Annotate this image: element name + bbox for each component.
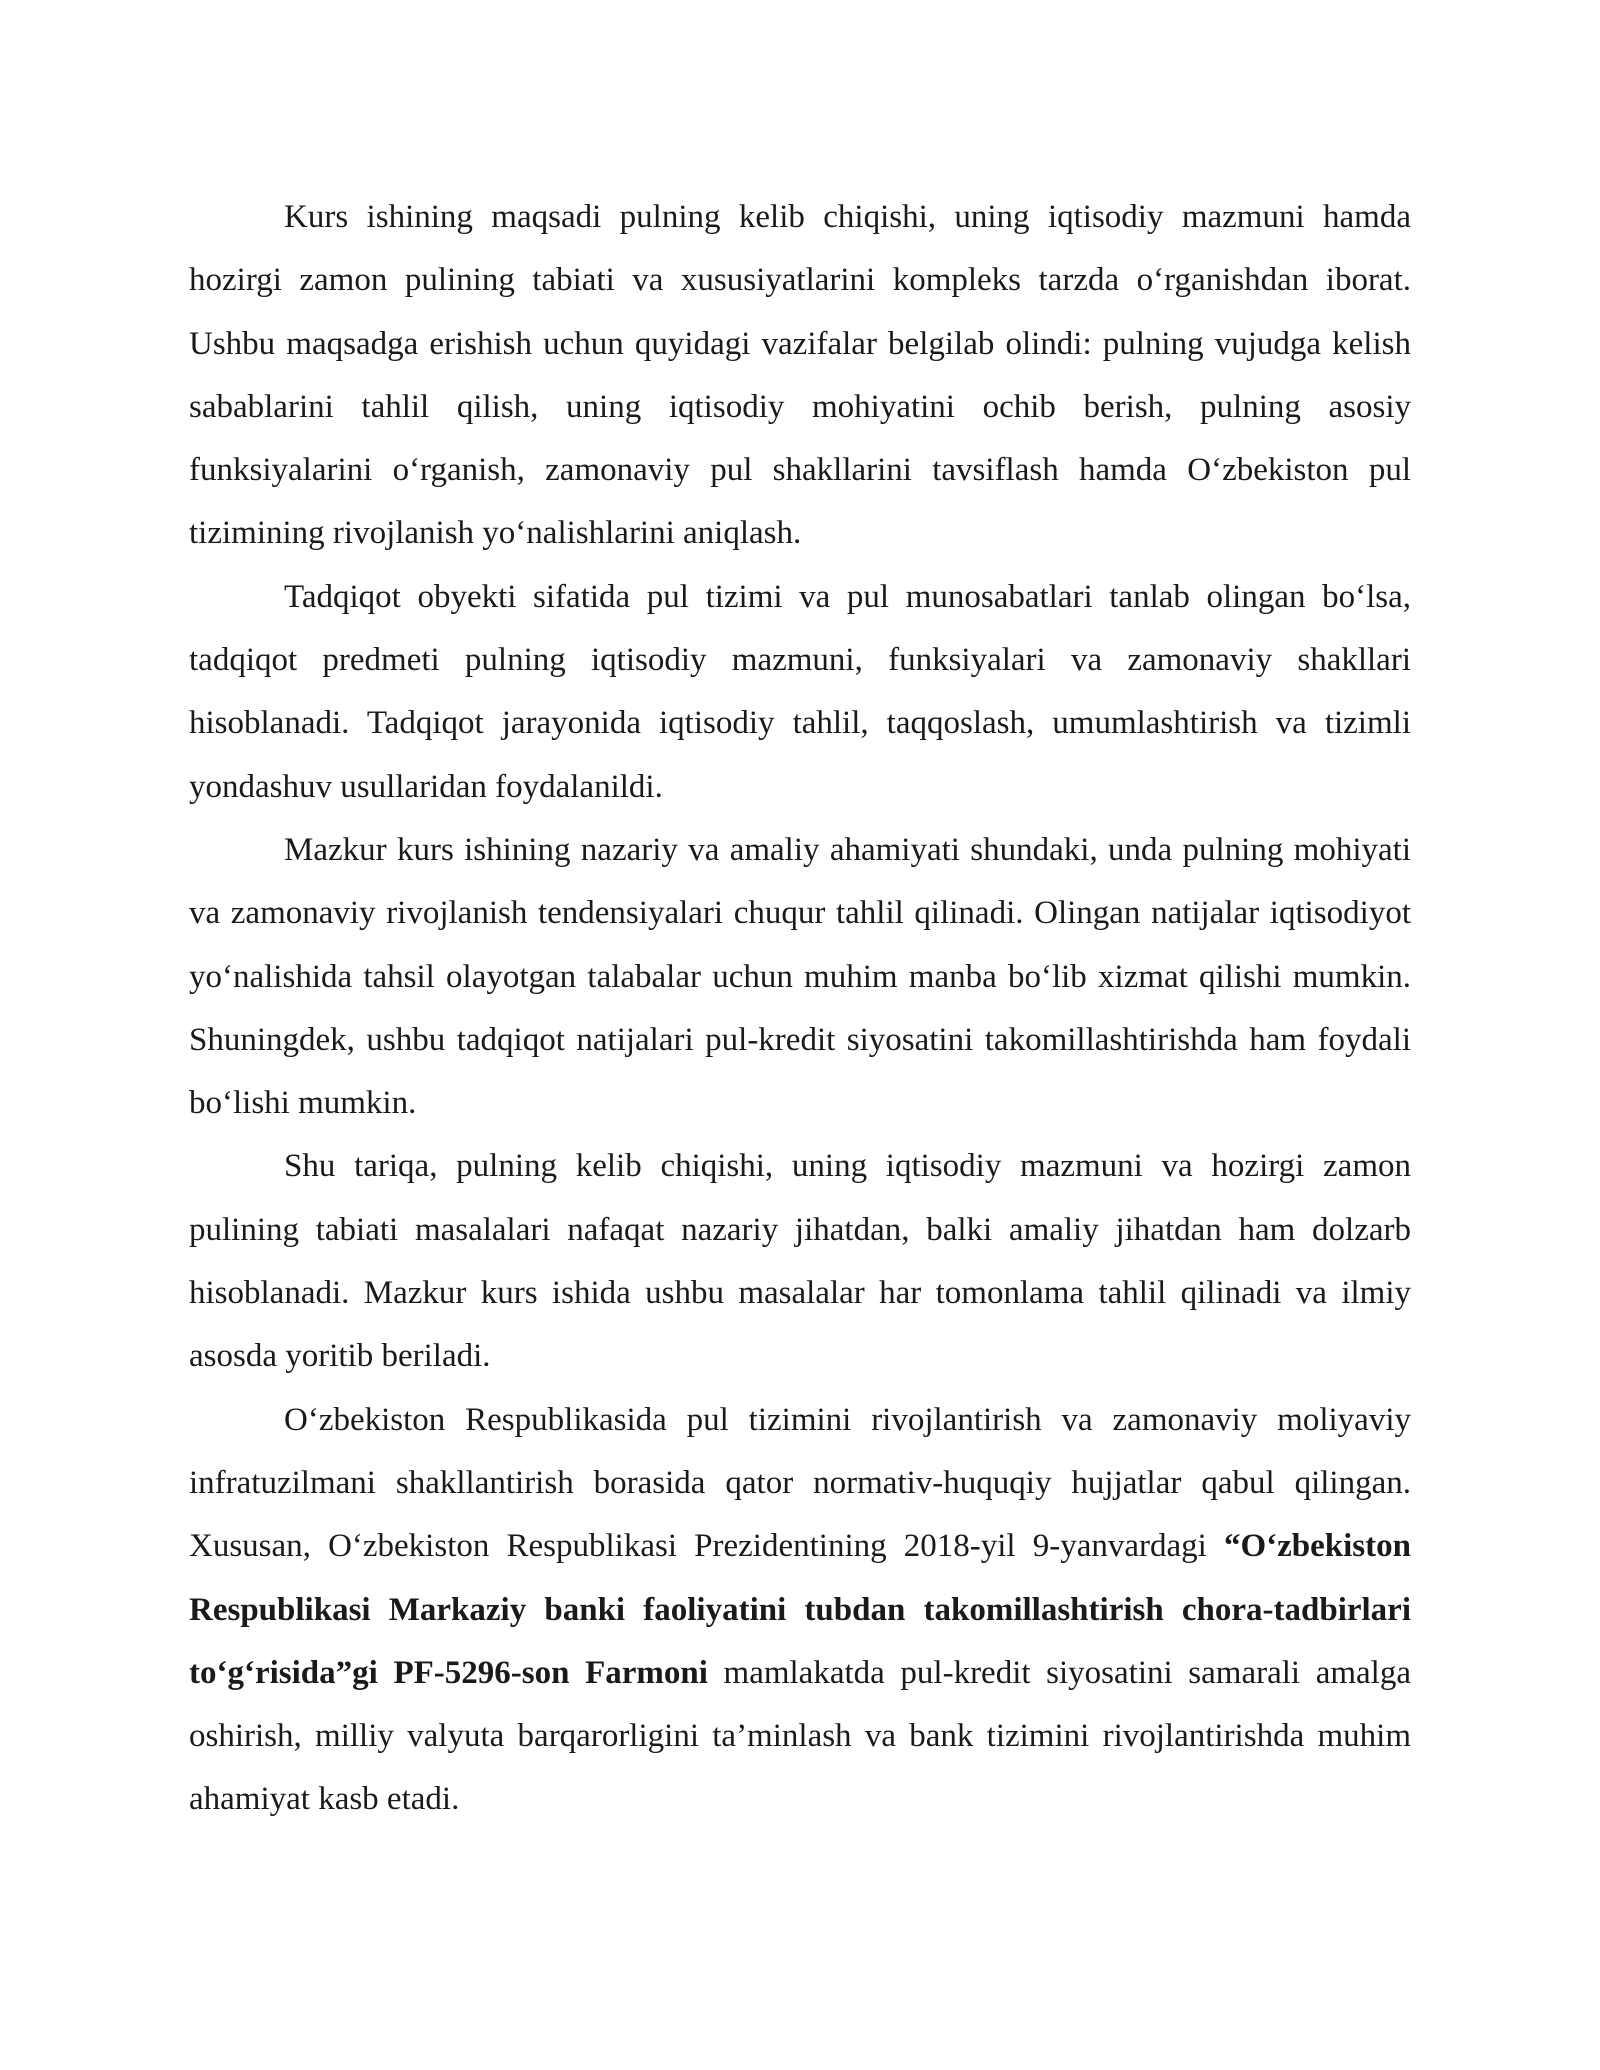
decree-title: “O‘zbekiston Respublikasi Markaziy banki faoliyatini tubdan takomillashtirish chora-tadbirlari to‘g‘risida”gi PF-5296-son Farmoni bbox=[189, 1528, 1411, 1691]
paragraph-goal: Kurs ishining maqsadi pulning kelib chiqishi, uning iqtisodiy mazmuni hamda hozirgi zamon pulining tabiati va xususiyatlarini kompleks tarzda o‘rganishdan iborat. Ushbu maqsadga erishish uchun quyidagi vazifalar belgilab olindi: pulning vujudga kelish sabablarini tahlil qilish, uning iqtisodiy mohiyatini ochib berish, pulning asosiy funksiyalarini o‘rganish, zamonaviy pul shakllarini tavsiflash hamda O‘zbekiston pul tizimining rivojlanish yo‘nalishlarini aniqlash. bbox=[189, 199, 1411, 552]
legislation-text-before: O‘zbekiston Respublikasida pul tizimini rivojlantirish va zamonaviy moliyaviy infratuzilmani shakllantirish borasida qator normativ-huquqiy hujjatlar qabul qilingan. Xususan, O‘zbekiston Respublikasi Prezidentining 2018-yil 9-yanvardagi bbox=[189, 1401, 1411, 1565]
paragraph-research-object: Tadqiqot obyekti sifatida pul tizimi va pul munosabatlari tanlab olingan bo‘lsa, tadqiqot predmeti pulning iqtisodiy mazmuni, funksiyalari va zamonaviy shakllari hisoblanadi. Tadqiqot jarayonida iqtisodiy tahlil, taqqoslash, umumlashtirish va tizimli yondashuv usullaridan foydalanildi. bbox=[189, 578, 1411, 805]
paragraph-legislation bbox=[189, 1389, 1411, 1832]
document-body bbox=[189, 186, 1411, 1832]
paragraph-significance: Mazkur kurs ishining nazariy va amaliy ahamiyati shundaki, unda pulning mohiyati va zamonaviy rivojlanish tendensiyalari chuqur tahlil qilinadi. Olingan natijalar iqtisodiyot yo‘nalishida tahsil olayotgan talabalar uchun muhim manba bo‘lib xizmat qilishi mumkin. Shuningdek, ushbu tadqiqot natijalari pul-kredit siyosatini takomillashtirishda ham foydali bo‘lishi mumkin. bbox=[189, 831, 1411, 1122]
paragraph-conclusion: Shu tariqa, pulning kelib chiqishi, uning iqtisodiy mazmuni va hozirgi zamon pulining tabiati masalalari nafaqat nazariy jihatdan, balki amaliy jihatdan ham dolzarb hisoblanadi. Mazkur kurs ishida ushbu masalalar har tomonlama tahlil qilinadi va ilmiy asosda yoritib beriladi. bbox=[189, 1148, 1411, 1375]
legislation-text-after: mamlakatda pul-kredit siyosatini samarali amalga oshirish, milliy valyuta barqarorligini ta’minlash va bank tizimini rivojlantirishda muhim ahamiyat kasb etadi. bbox=[189, 1654, 1411, 1818]
